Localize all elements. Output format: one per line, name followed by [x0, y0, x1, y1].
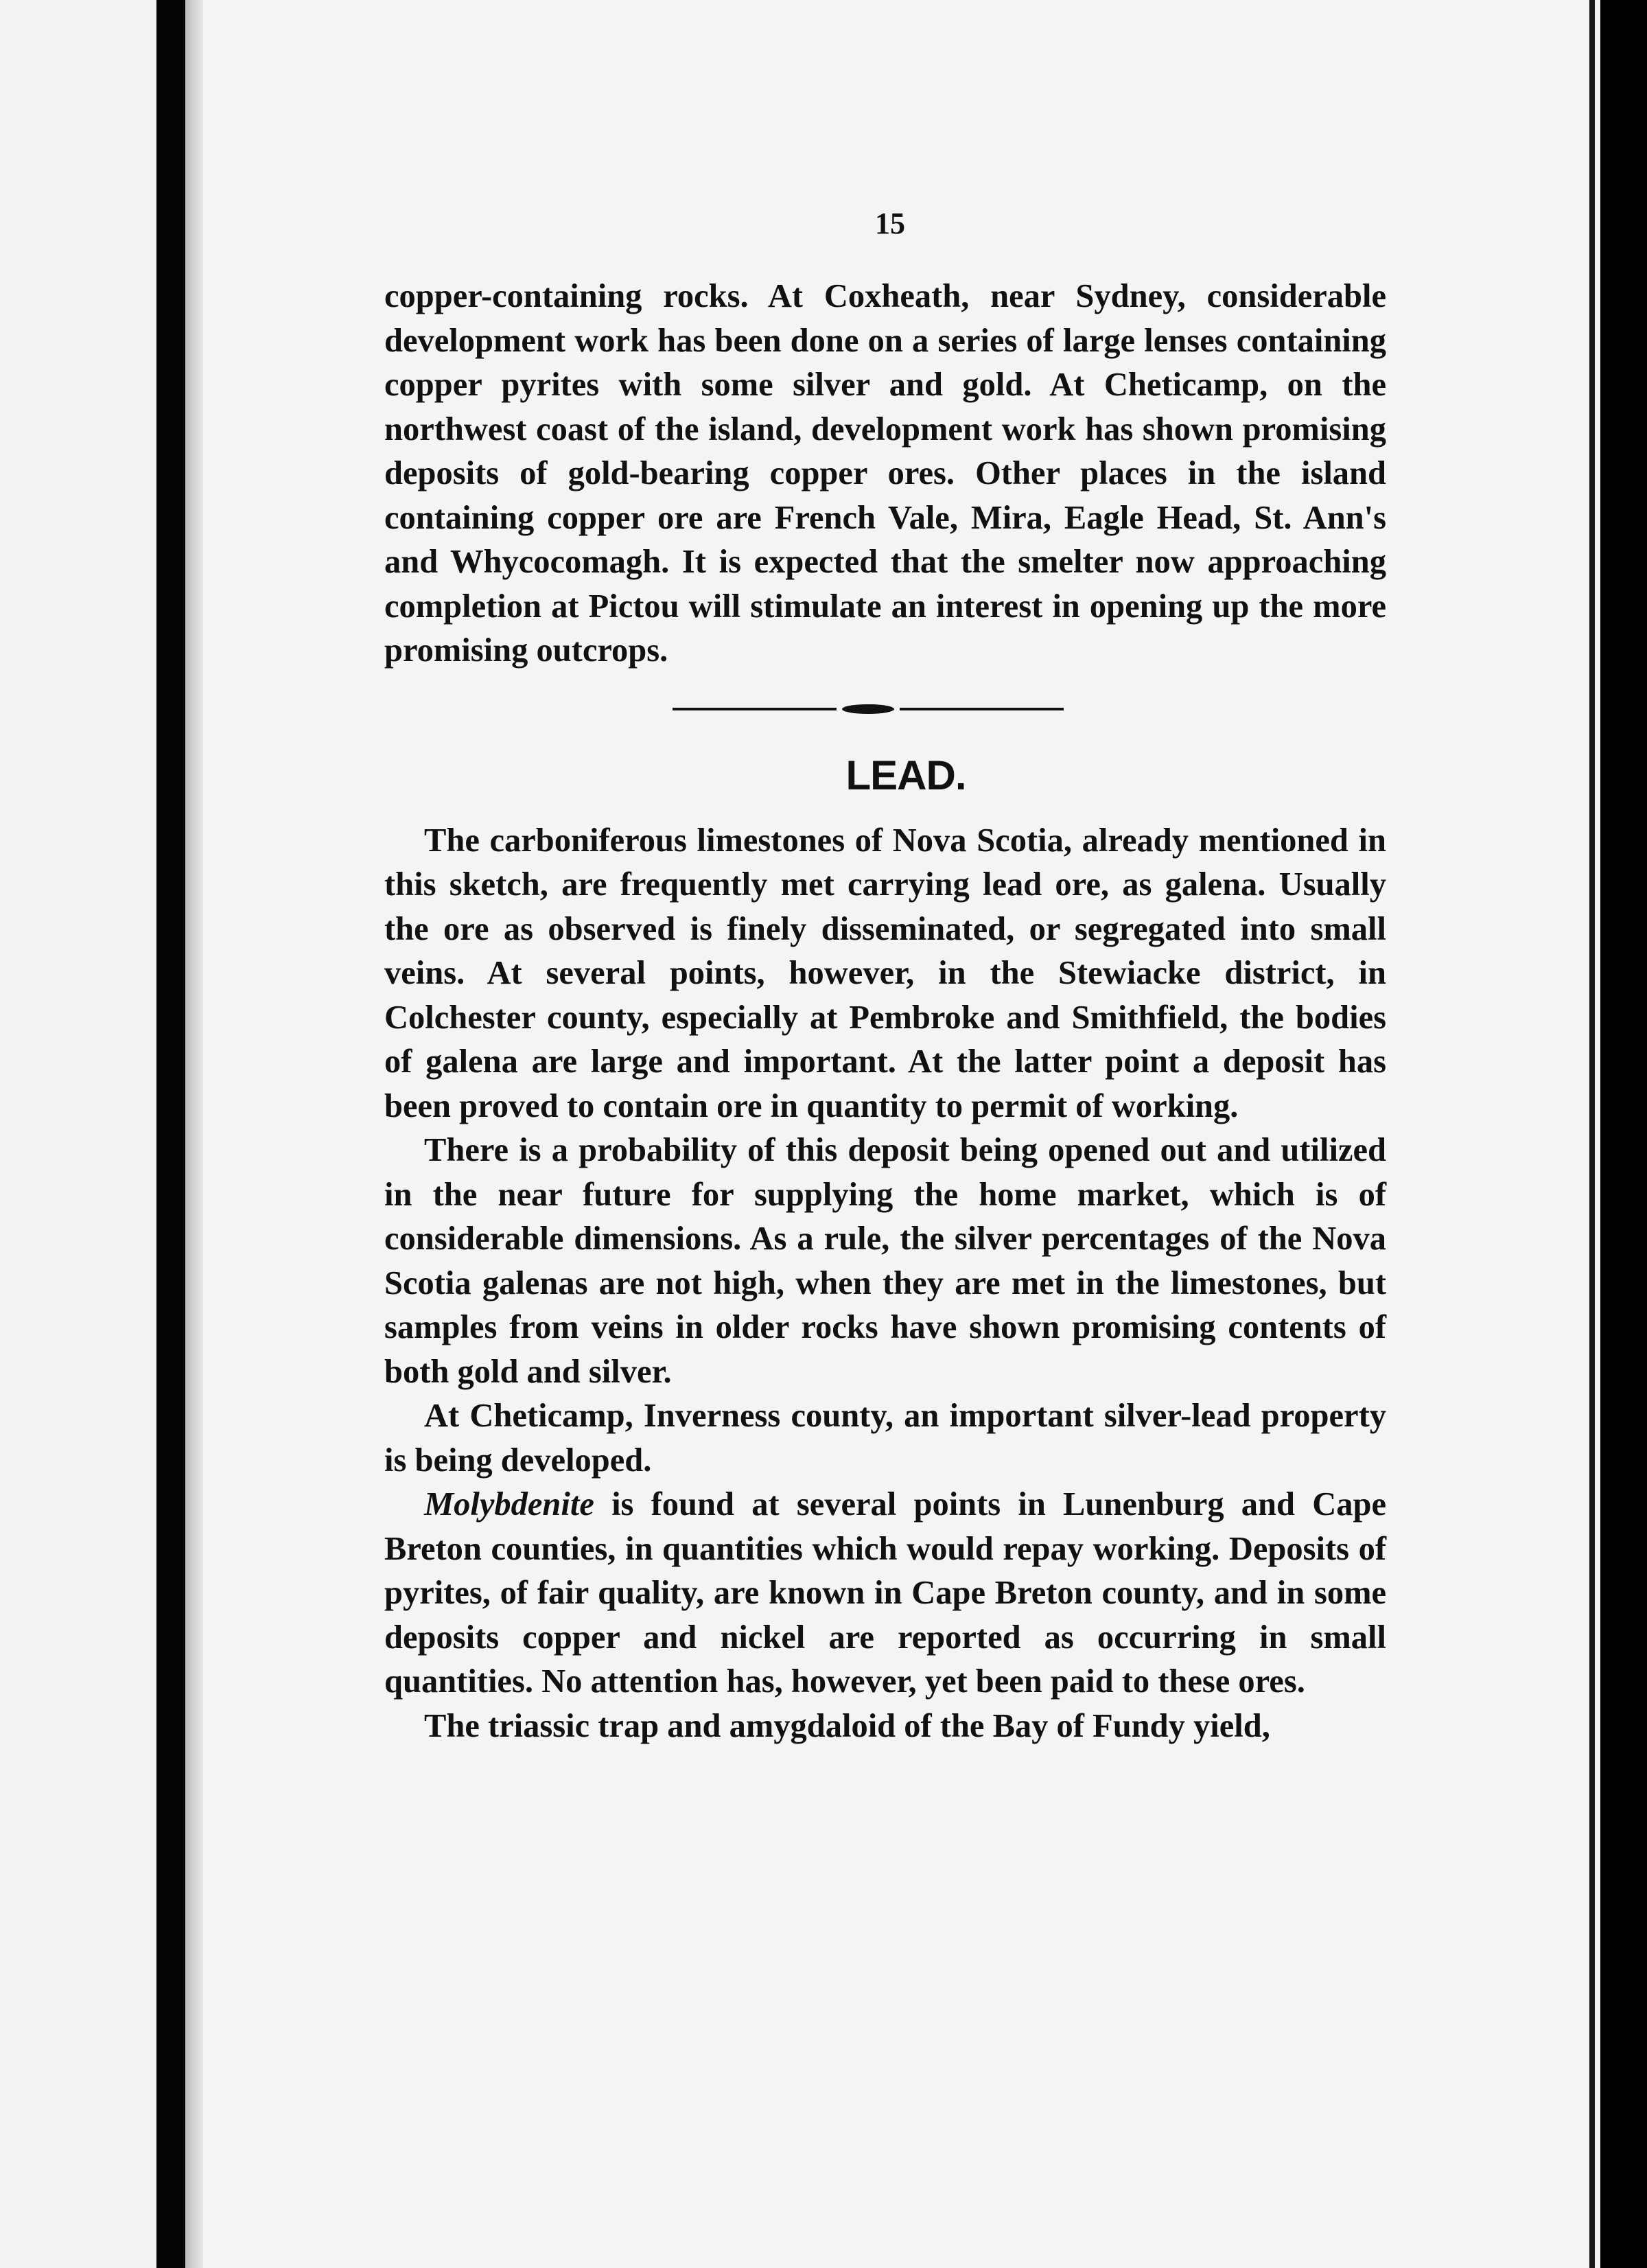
book-spine-shadow: [156, 0, 185, 2268]
page-number: 15: [875, 207, 905, 240]
divider-flourish-icon: [837, 704, 900, 715]
spine-gradient: [185, 0, 203, 2268]
divider-line-right: [900, 708, 1064, 710]
paragraph-triassic: The triassic trap and amygdaloid of the Bay of Fundy yield,: [424, 1707, 1270, 1744]
paragraph-cheticamp: At Cheticamp, Inverness county, an important silver-lead property is being developed.: [384, 1398, 1386, 1479]
page-edge-line: [1589, 0, 1595, 2268]
divider-line-left: [673, 708, 837, 710]
paragraph-galena: The carboniferous limestones of Nova Scotia, already mentioned in this sketch, are frequently met carrying lead ore, as galena. Usually the ore as observed is finely disseminated, or segregated into small veins. At several points, however, in the Stewiacke district, in Colchester county, especially at Pembroke and Smithfield, the bodies of galena are large and important. At the latter point a deposit has been proved to contain ore in quantity to permit of working.: [384, 822, 1386, 1124]
continuation-paragraph: copper-containing rocks. At Coxheath, near Sydney, considerable development work has been done on a series of large lenses containing copper pyrites with some silver and gold. At Cheticamp, on the northwest coast of the island, development work has shown promising deposits of gold-bearing copper ores. Other places in the island containing copper ore are French Vale, Mira, Eagle Head, St. Ann's and Whycocomagh. It is expected that the smelter now approaching completion at Pictou will stimulate an interest in opening up the more promising outcrops.: [384, 278, 1386, 669]
molybdenite-text: is found at several points in Lunenburg and Cape Breton counties, in quantities which would repay working. Deposits of pyrites, of fair quality, are known in Cape Breton county, and in some deposits copper and nickel are reported as occurring in small quantities. No attention has, however, yet been paid to these ores.: [384, 1486, 1386, 1700]
section-divider-ornament: [673, 687, 1064, 731]
paragraph-molybdenite: [384, 1483, 1386, 1704]
section-heading: LEAD.: [845, 752, 966, 798]
molybdenite-term: Molybdenite: [424, 1486, 594, 1523]
right-scan-border: [1600, 0, 1647, 2268]
body-text: [384, 275, 1386, 1748]
paragraph-probability: There is a probability of this deposit being opened out and utilized in the near future for supplying the home market, which is of considerable dimensions. As a rule, the silver percentages of the Nova Scotia galenas are not high, when they are met in the limestones, but samples from veins in older rocks have shown promising contents of both gold and silver.: [384, 1132, 1386, 1390]
facing-page-margin: [0, 0, 158, 2268]
